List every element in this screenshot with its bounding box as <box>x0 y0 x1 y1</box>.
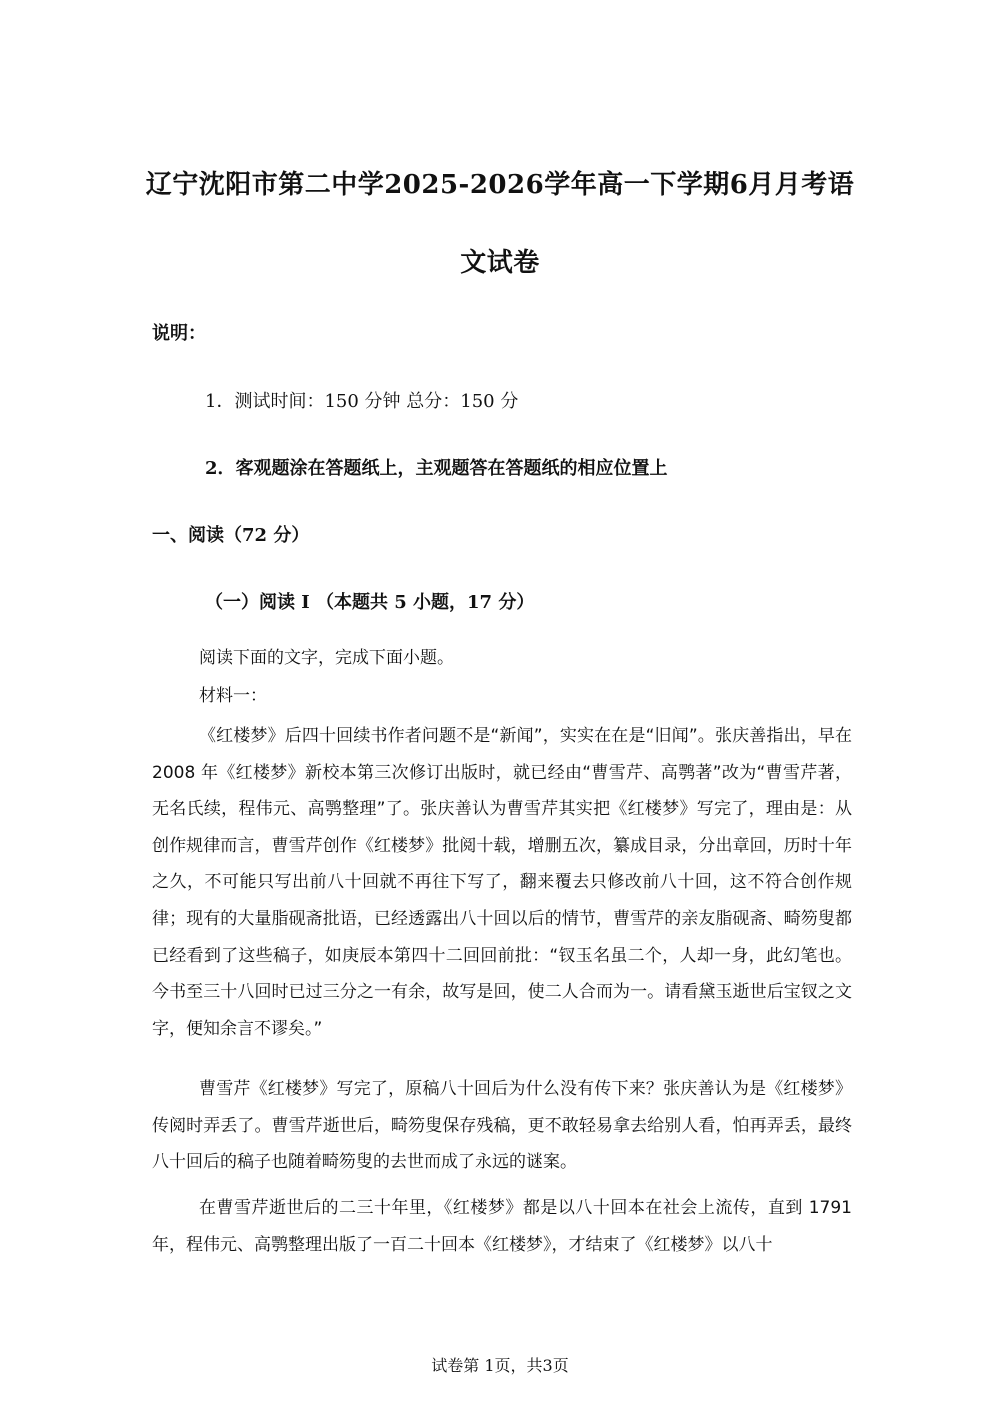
instructions-heading: 说明： <box>152 323 206 344</box>
paragraph-text: 《红楼梦》后四十回续书作者问题不是“新闻”，实实在在是“旧闻”。张庆善指出，早在 2008 年《红楼梦》新校本第三次修订出版时，就已经由“曹雪芹、高鹗著”改为“曹雪芹著，无名氏续，程伟元、高鹗整理”了。张庆善认为曹雪芹其实把《红楼梦》写完了，理由是：从创作规律而言，曹雪芹创作《红楼梦》批阅十载，增删五次，纂成目录，分出章回，历时十年之久，不可能只写出前八十回就不再往下写了，翻来覆去只修改前八十回，这不符合创作规律；现有的大量脂砚斋批语，已经透露出八十回以后的情节，曹雪芹的亲友脂砚斋、畸笏叟都已经看到了这些稿子，如庚辰本第四十二回回前批：“钗玉名虽二个，人却一身，此幻笔也。今书至三十八回时已过三分之一有余，故写是回，使二人合而为一。请看黛玉逝世后宝钗之文字，便知余言不谬矣。” <box>152 726 852 1039</box>
material-label: 材料一： <box>199 686 267 706</box>
page-title-continued: 文试卷 <box>460 248 540 278</box>
section-heading-reading: 一、阅读（72 分） <box>152 525 310 546</box>
subsection-heading-reading-1: （一）阅读 I （本题共 5 小题，17 分） <box>205 592 535 613</box>
paragraph-text: 在曹雪芹逝世后的二三十年里，《红楼梦》都是以八十回本在社会上流传，直到 1791 年，程伟元、高鹗整理出版了一百二十回本《红楼梦》，才结束了《红楼梦》以八十 <box>152 1198 852 1255</box>
paragraph-text: 曹雪芹《红楼梦》写完了，原稿八十回后为什么没有传下来？张庆善认为是《红楼梦》传阅时弄丢了。曹雪芹逝世后，畸笏叟保存残稿，更不敢轻易拿去给别人看，怕再弄丢，最终八十回后的稿子也随着畸笏叟的去世而成了永远的谜案。 <box>152 1079 852 1173</box>
page-footer: 试卷第 1页，共3页 <box>431 1356 569 1375</box>
passage-paragraph-1 <box>152 718 852 1047</box>
instruction-item-1: 1．测试时间：150 分钟 总分：150 分 <box>205 391 519 412</box>
passage-paragraph-3 <box>152 1190 852 1263</box>
instruction-item-2: 2．客观题涂在答题纸上，主观题答在答题纸的相应位置上 <box>205 458 668 479</box>
page-title: 辽宁沈阳市第二中学2025-2026学年高一下学期6月月考语 <box>145 170 855 200</box>
passage-paragraph-2 <box>152 1071 852 1181</box>
reading-prompt: 阅读下面的文字，完成下面小题。 <box>199 648 454 668</box>
